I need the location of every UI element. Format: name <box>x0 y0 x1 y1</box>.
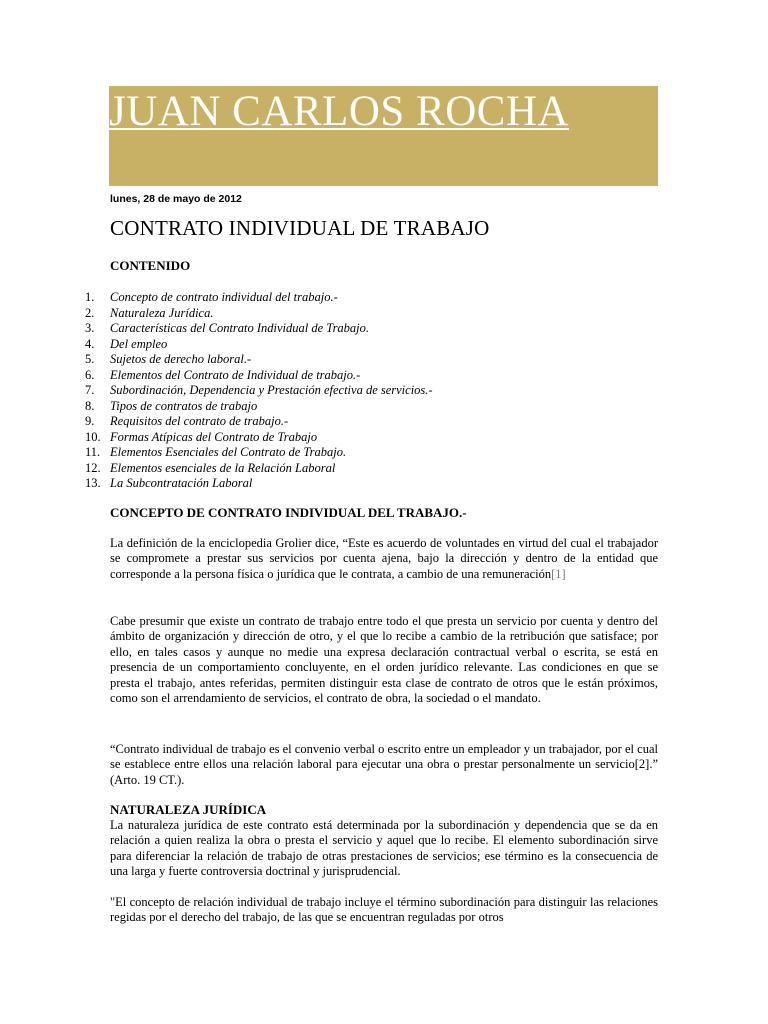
toc-number: 4 . <box>85 337 94 353</box>
toc-text: Elementos Esenciales del Contrato de Trabajo. <box>110 445 347 459</box>
toc-text: Tipos de contratos de trabajo <box>110 398 258 413</box>
toc-number: 8 . <box>85 399 94 415</box>
blog-title-link[interactable]: JUAN CARLOS ROCHA <box>109 88 570 135</box>
toc-number: 10 . <box>85 430 101 446</box>
toc-item <box>85 368 433 384</box>
toc-text: Requisitos del contrato de trabajo.- <box>110 414 289 428</box>
toc-item <box>85 383 433 399</box>
toc-number: 11 . <box>85 445 100 461</box>
toc-number: 9 . <box>85 414 94 430</box>
paragraph-definition <box>110 536 658 582</box>
toc-number: 13 . <box>85 476 101 492</box>
toc-number: 7 . <box>85 383 94 399</box>
table-of-contents <box>85 290 433 492</box>
toc-text: Subordinación, Dependencia y Prestación efectiva de servicios.- <box>110 383 433 397</box>
toc-number: 2 . <box>85 306 94 322</box>
section-heading-concepto: CONCEPTO DE CONTRATO INDIVIDUAL DEL TRABAJO.- <box>110 505 467 520</box>
paragraph-text: La definición de la enciclopedia Grolier dice, “Este es acuerdo de voluntades en virtud del cual el trabajador se compromete a prestar sus servicios por cuenta ajena, bajo la dirección y dentro de la entidad que corresponde a la persona física o jurídica que le contrata, a cambio de una remuneración <box>110 536 658 581</box>
toc-number: 1 . <box>85 290 94 306</box>
toc-text: Características del Contrato Individual de Trabajo. <box>110 321 370 335</box>
section-heading-naturaleza: NATURALEZA JURÍDICA <box>110 802 267 817</box>
toc-text: Concepto de contrato individual del trabajo.- <box>110 290 338 304</box>
toc-item <box>85 461 433 477</box>
toc-number: 6 . <box>85 368 94 384</box>
toc-text: Elementos esenciales de la Relación Laboral <box>110 460 336 475</box>
paragraph-presumption: Cabe presumir que existe un contrato de trabajo entre todo el que presta un servicio por cuenta y dentro del ámbito de organización y dirección de otro, y el que lo recibe a cambio de la retribución que satisface; por ello, en tales casos y aunque no medie una expresa declaración contractual verbal o escrita, se está en presencia de un comportamiento concluyente, en el orden jurídico relevante. Las condiciones en que se presta el trabajo, antes referidas, permiten distinguir esta clase de contrato de otros que le están próximos, como son el arrendamiento de servicios, el contrato de obra, la sociedad o el mandato. <box>110 614 658 706</box>
paragraph-nature: La naturaleza jurídica de este contrato está determinada por la subordinación y dependencia que se da en relación a quien realiza la obra o presta el servicio y aquel que lo recibe. El elemento subordinación sirve para diferenciar la relación de trabajo de otras prestaciones de servicios; ese término es la consecuencia de una larga y fuerte controversia doctrinal y jurisprudencial. <box>110 818 658 879</box>
toc-number: 12 . <box>85 461 101 477</box>
paragraph-subordination: "El concepto de relación individual de trabajo incluye el término subordinación para distinguir las relaciones regidas por el derecho del trabajo, de las que se encuentran reguladas por otros <box>110 895 658 925</box>
toc-text: La Subcontratación Laboral <box>110 476 253 490</box>
toc-item <box>85 445 433 461</box>
toc-text: Elementos del Contrato de Individual de trabajo.- <box>110 367 361 382</box>
contents-heading: CONTENIDO <box>110 258 191 273</box>
footnote-link[interactable]: [1] <box>551 566 566 581</box>
paragraph-quote: “Contrato individual de trabajo es el convenio verbal o escrito entre un empleador y un trabajador, por el cual se establece entre ellos una relación laboral para ejecutar una obra o prestar personalmente un servicio[2].” (Arto. 19 CT.). <box>110 742 658 787</box>
toc-item <box>85 290 433 306</box>
toc-item <box>85 337 433 353</box>
toc-item <box>85 430 433 446</box>
toc-text: Naturaleza Jurídica. <box>110 305 214 320</box>
toc-item <box>85 476 433 492</box>
post-date: lunes, 28 de mayo de 2012 <box>110 193 242 205</box>
toc-item <box>85 414 433 430</box>
toc-item <box>85 321 433 337</box>
toc-item <box>85 399 433 415</box>
toc-number: 3 . <box>85 321 94 337</box>
toc-number: 5 . <box>85 352 94 368</box>
post-title: CONTRATO INDIVIDUAL DE TRABAJO <box>110 216 490 240</box>
toc-item <box>85 352 433 368</box>
toc-text: Del empleo <box>110 336 168 351</box>
header-banner <box>109 86 658 186</box>
toc-text: Formas Atípicas del Contrato de Trabajo <box>110 429 318 444</box>
toc-item <box>85 306 433 322</box>
toc-text: Sujetos de derecho laboral.- <box>110 352 252 366</box>
